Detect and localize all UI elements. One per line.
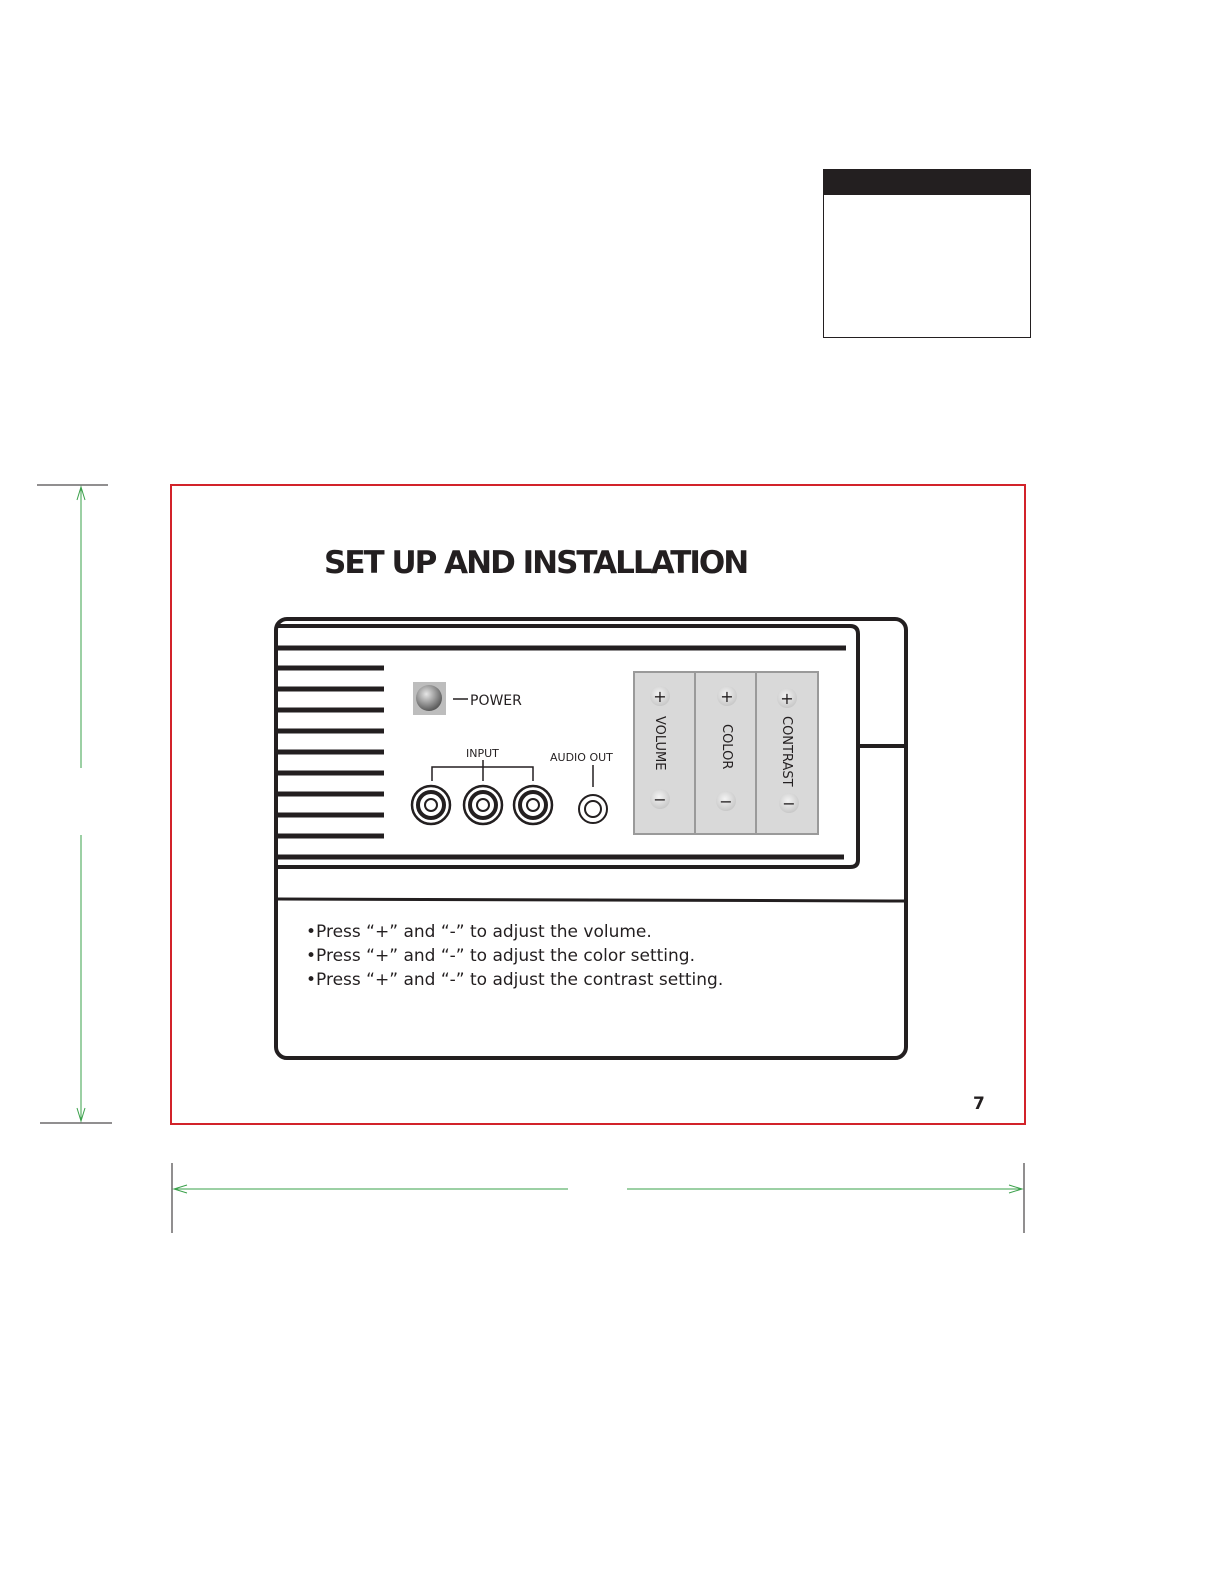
control-strips <box>634 672 818 834</box>
svg-text:−: − <box>719 792 733 811</box>
power-label: POWER <box>470 693 522 709</box>
vertical-dimension <box>37 485 112 1123</box>
page-title: SET UP AND INSTALLATION <box>324 545 748 581</box>
volume-label: VOLUME <box>652 716 667 771</box>
audio-out-label: AUDIO OUT <box>550 751 613 764</box>
svg-text:−: − <box>653 790 667 809</box>
color-label: COLOR <box>719 724 734 770</box>
contrast-label: CONTRAST <box>779 716 794 787</box>
instruction-item: • Press “+” and “-” to adjust the color setting. <box>306 944 723 968</box>
svg-text:+: + <box>780 689 794 708</box>
instruction-item: • Press “+” and “-” to adjust the contrast setting. <box>306 968 723 992</box>
input-label: INPUT <box>466 747 499 760</box>
horizontal-dimension <box>172 1163 1024 1233</box>
instruction-list <box>306 920 723 992</box>
svg-text:+: + <box>720 687 734 706</box>
instruction-item: • Press “+” and “-” to adjust the volume. <box>306 920 723 944</box>
page-number: 7 <box>973 1094 985 1114</box>
svg-text:−: − <box>782 794 796 813</box>
svg-text:+: + <box>653 687 667 706</box>
power-button[interactable] <box>413 682 446 715</box>
